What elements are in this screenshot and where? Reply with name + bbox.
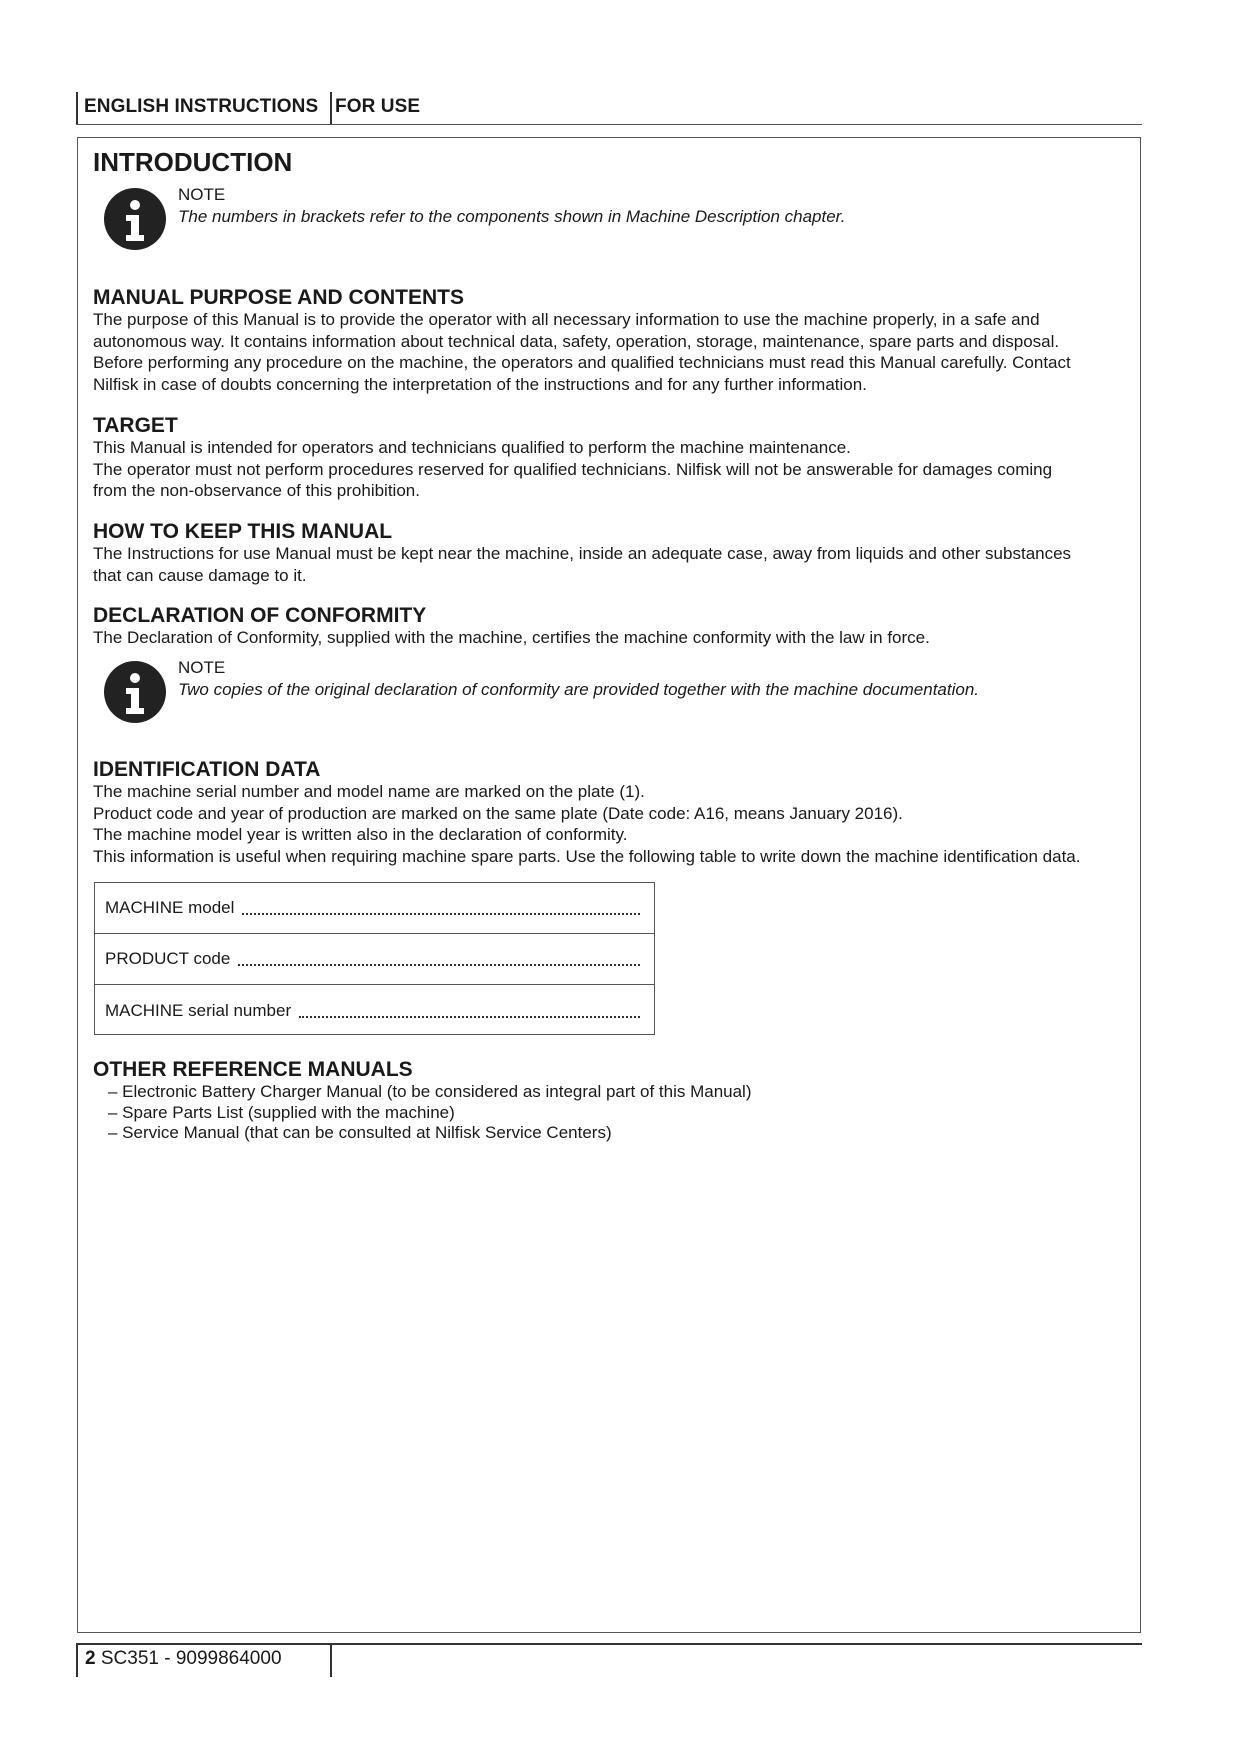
manual-purpose-line: autonomous way. It contains information about technical data, safety, operation, storage, maintenance, spare parts and disposal. (93, 331, 1060, 351)
page-number: 2 (85, 1648, 96, 1669)
target-line: The operator must not perform procedures reserved for qualified technicians. Nilfisk will not be answerable for damages coming (93, 459, 1053, 479)
introduction-title: INTRODUCTION (93, 147, 293, 177)
page-header (76, 92, 1142, 125)
keep-manual-line: that can cause damage to it. (93, 565, 307, 585)
header-section: FOR USE (335, 96, 421, 117)
conformity-text: The Declaration of Conformity, supplied with the machine, certifies the machine conformity with the law in force. (93, 628, 930, 647)
footer-rule (76, 1643, 1142, 1645)
manual-purpose-line: The purpose of this Manual is to provide the operator with all necessary information to use the machine properly, in a safe and (93, 310, 1040, 329)
header-divider-left (76, 92, 78, 124)
target-line: from the non-observance of this prohibition. (93, 481, 420, 500)
header-divider-middle (330, 92, 332, 124)
keep-manual-title: HOW TO KEEP THIS MANUAL (93, 520, 393, 543)
manual-purpose-title: MANUAL PURPOSE AND CONTENTS (93, 286, 465, 309)
list-item: – Service Manual (that can be consulted at Nilfisk Service Centers) (108, 1123, 612, 1142)
keep-manual-line: The Instructions for use Manual must be kept near the machine, inside an adequate case, away from liquids and other substances (93, 544, 1072, 563)
product-code-label: PRODUCT code (105, 949, 231, 968)
footer-divider-right (330, 1643, 332, 1677)
manual-purpose-line: Before performing any procedure on the machine, the operators and qualified technicians must read this Manual carefully. Contact (93, 353, 1071, 372)
fill-in-line (242, 909, 640, 915)
machine-model-label: MACHINE model (105, 898, 235, 917)
keep-manual-text (93, 543, 1133, 586)
other-manuals-title: OTHER REFERENCE MANUALS (93, 1058, 413, 1081)
info-icon (104, 188, 166, 250)
info-icon (104, 661, 166, 723)
target-text (93, 437, 1133, 502)
manual-purpose-line: Nilfisk in case of doubts concerning the interpretation of the instructions and for any further information. (93, 374, 867, 394)
serial-number-label: MACHINE serial number (105, 1000, 292, 1020)
identification-line: This information is useful when requiring machine spare parts. Use the following table to write down the machine identification data. (93, 846, 1081, 866)
target-line: This Manual is intended for operators and technicians qualified to perform the machine maintenance. (93, 438, 851, 457)
conformity-note-text: Two copies of the original declaration of conformity are provided together with the machine documentation. (178, 680, 980, 699)
identification-line: Product code and year of production are marked on the same plate (Date code: A16, means January 2016). (93, 803, 903, 823)
identification-line: The machine serial number and model name are marked on the plate (1). (93, 782, 645, 801)
identification-title: IDENTIFICATION DATA (93, 758, 321, 781)
other-manuals-list (108, 1082, 752, 1144)
page-footer (85, 1648, 282, 1670)
list-item: – Spare Parts List (supplied with the machine) (108, 1102, 455, 1122)
header-language: ENGLISH INSTRUCTIONS (84, 96, 319, 117)
intro-note-label: NOTE (178, 185, 226, 204)
machine-model-row[interactable] (95, 883, 654, 934)
intro-note-text: The numbers in brackets refer to the components shown in Machine Description chapter. (178, 207, 846, 226)
serial-number-row[interactable] (95, 985, 654, 1036)
target-title: TARGET (93, 414, 178, 437)
document-code: SC351 - 9099864000 (100, 1648, 282, 1669)
conformity-note-label: NOTE (178, 658, 226, 677)
conformity-title: DECLARATION OF CONFORMITY (93, 604, 427, 627)
product-code-row[interactable] (95, 934, 654, 985)
manual-purpose-text (93, 309, 1133, 395)
footer-divider-left (76, 1643, 78, 1677)
list-item: – Electronic Battery Charger Manual (to be considered as integral part of this Manual) (108, 1082, 752, 1101)
fill-in-line (238, 960, 640, 966)
identification-table (94, 882, 655, 1035)
identification-text (93, 781, 1133, 867)
fill-in-line (299, 1012, 640, 1018)
identification-line: The machine model year is written also in the declaration of conformity. (93, 825, 628, 844)
